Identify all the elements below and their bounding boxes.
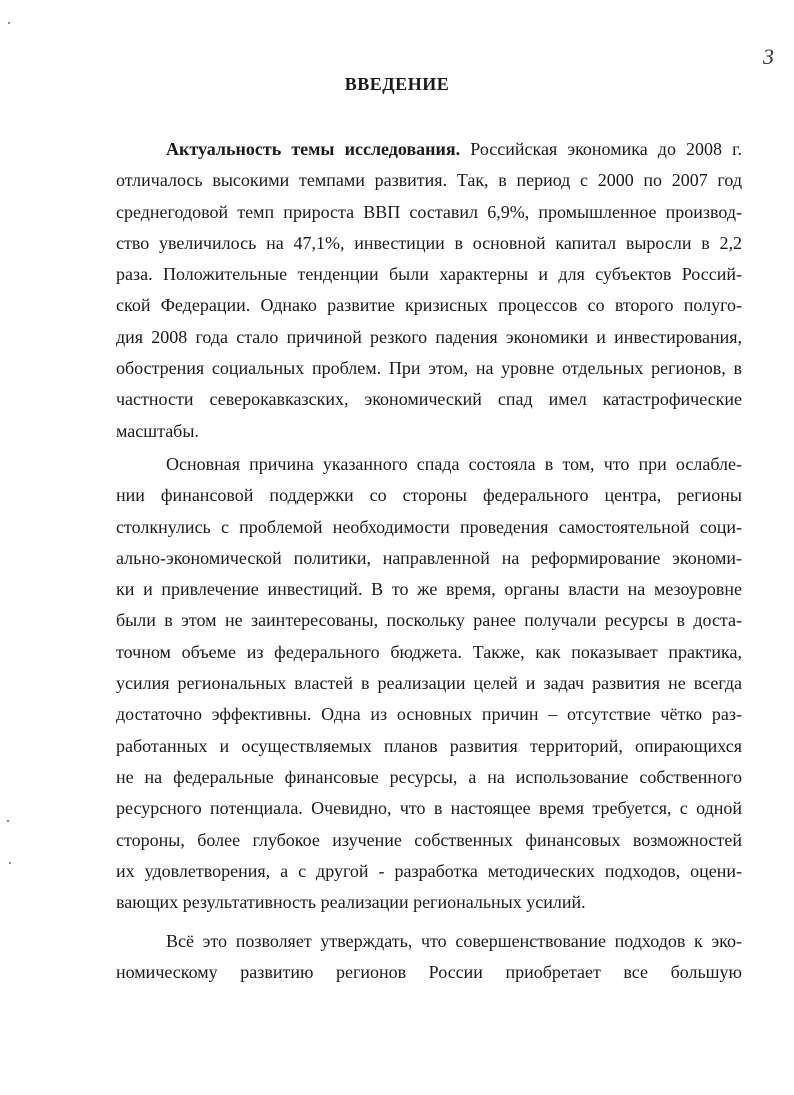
paragraph-line: были в этом не заинтересованы, поскольку ранее получали ресурсы в доста- — [116, 610, 742, 631]
paragraph-line: ской Федерации. Однако развитие кризисных процессов со второго полуго- — [116, 295, 742, 316]
scan-speck — [8, 22, 10, 24]
paragraph-conclusion — [116, 926, 742, 989]
paragraph-relevance — [116, 134, 742, 447]
paragraph-line: обострения социальных проблем. При этом, на уровне отдельных регионов, в — [116, 358, 742, 379]
paragraph-line: не на федеральные финансовые ресурсы, а на использование собственного — [116, 766, 742, 787]
paragraph-line: работанных и осуществляемых планов развития территорий, опирающихся — [116, 735, 742, 756]
paragraph-line: нии финансовой поддержки со стороны федерального центра, регионы — [116, 485, 742, 506]
paragraph-line: Всё это позволяет утверждать, что совершенствование подходов к эко- — [166, 931, 742, 951]
paragraph-line: ство увеличилось на 47,1%, инвестиции в основной капитал выросли в 2,2 — [116, 232, 742, 253]
paragraph-line: их удовлетворения, а с другой - разработка методических подходов, оцени- — [116, 860, 742, 881]
paragraph-line: стороны, более глубокое изучение собственных финансовых возможностей — [116, 829, 742, 850]
paragraph-line — [116, 134, 742, 165]
paragraph-line-text: Российская экономика до 2008 г. — [460, 139, 743, 159]
paragraph-line: среднегодовой темп прироста ВВП составил 6,9%, промышленное производ- — [116, 201, 742, 222]
paragraph-main-cause — [116, 449, 742, 918]
paragraph-line: точном объеме из федерального бюджета. Также, как показывает практика, — [116, 641, 742, 662]
paragraph-line: Основная причина указанного спада состояла в том, что при ослабле- — [166, 454, 742, 474]
paragraph-line: ресурсного потенциала. Очевидно, что в настоящее время требуется, с одной — [116, 798, 742, 819]
paragraph-line: ально-экономической политики, направленной на реформирование экономи- — [116, 547, 742, 568]
section-heading: ВВЕДЕНИЕ — [344, 74, 450, 94]
paragraph-line: номическому развитию регионов России приобретает все большую — [116, 962, 742, 983]
paragraph-line: частности северокавказских, экономический спад имел катастрофические — [116, 389, 742, 410]
paragraph-line: достаточно эффективны. Одна из основных причин – отсутствие чётко раз- — [116, 704, 742, 725]
paragraph-line: столкнулись с проблемой необходимости проведения самостоятельной соци- — [116, 516, 742, 537]
scan-speck — [9, 862, 11, 864]
paragraph-line: усилия региональных властей в реализации целей и задач развития не всегда — [116, 673, 742, 694]
page-number: 3 — [763, 44, 774, 69]
paragraph-lead: Актуальность темы исследования. — [166, 139, 461, 159]
scan-speck — [7, 820, 9, 822]
paragraph-line: отличалось высокими темпами развития. Так, в период с 2000 по 2007 год — [116, 170, 742, 191]
paragraph-line: масштабы. — [116, 420, 199, 441]
paragraph-line: раза. Положительные тенденции были характерны и для субъектов Россий- — [116, 264, 742, 285]
paragraph-line: дия 2008 года стало причиной резкого падения экономики и инвестирования, — [116, 326, 742, 347]
paragraph-line: вающих результативность реализации региональных усилий. — [116, 892, 586, 913]
paragraph-line: ки и привлечение инвестиций. В то же время, органы власти на мезоуровне — [116, 579, 742, 600]
